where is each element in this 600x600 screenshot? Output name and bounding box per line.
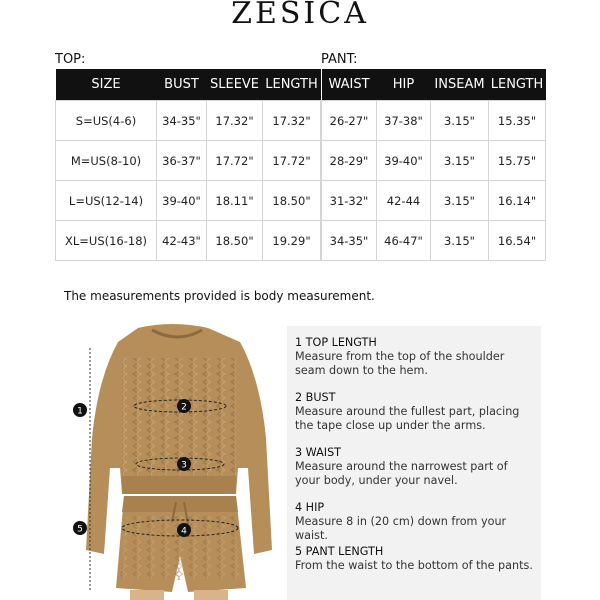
table-cell: 16.14" bbox=[489, 181, 546, 221]
table-cell: 16.54" bbox=[489, 221, 546, 261]
garment-illustration bbox=[60, 318, 285, 600]
column-header: LENGTH bbox=[489, 69, 546, 101]
table-cell: 3.15" bbox=[431, 221, 489, 261]
table-cell: 42-43" bbox=[157, 221, 207, 261]
pant-size-table bbox=[321, 69, 546, 261]
table-cell: 34-35" bbox=[322, 221, 377, 261]
column-header: SLEEVE bbox=[207, 69, 263, 101]
measurement-title: 4 HIP bbox=[295, 501, 325, 514]
column-header: SIZE bbox=[56, 69, 157, 101]
measurement-title: 3 WAIST bbox=[295, 446, 342, 459]
column-header: HIP bbox=[377, 69, 431, 101]
measurement-text: Measure around the narrowest part of bbox=[295, 460, 508, 473]
measurement-text: your body, under your navel. bbox=[295, 474, 458, 487]
table-cell: 3.15" bbox=[431, 181, 489, 221]
table-cell: 31-32" bbox=[322, 181, 377, 221]
measurement-text: From the waist to the bottom of the pants. bbox=[295, 559, 533, 572]
table-cell: 19.29" bbox=[263, 221, 321, 261]
table-cell: 26-27" bbox=[322, 101, 377, 141]
table-cell: 39-40" bbox=[157, 181, 207, 221]
table-cell: 42-44 bbox=[377, 181, 431, 221]
table-cell: 17.72" bbox=[207, 141, 263, 181]
table-cell: 18.50" bbox=[263, 181, 321, 221]
table-cell: 3.15" bbox=[431, 141, 489, 181]
measurement-text: Measure around the fullest part, placing bbox=[295, 405, 520, 418]
table-row bbox=[56, 101, 321, 141]
table-cell: 34-35" bbox=[157, 101, 207, 141]
table-cell: 36-37" bbox=[157, 141, 207, 181]
top-size-table bbox=[55, 69, 321, 261]
table-cell: 17.32" bbox=[263, 101, 321, 141]
table-row bbox=[56, 141, 321, 181]
measurement-item-pant-length bbox=[295, 545, 533, 573]
column-header: LENGTH bbox=[263, 69, 321, 101]
table-cell: 46-47" bbox=[377, 221, 431, 261]
table-row bbox=[322, 181, 546, 221]
table-cell: 39-40" bbox=[377, 141, 431, 181]
table-cell: XL=US(16-18) bbox=[56, 221, 157, 261]
table-cell: 18.50" bbox=[207, 221, 263, 261]
measurement-text: the tape close up under the arms. bbox=[295, 419, 486, 432]
table-cell: 18.11" bbox=[207, 181, 263, 221]
measurement-item-bust bbox=[295, 391, 519, 433]
table-cell: 37-38" bbox=[377, 101, 431, 141]
marker-label-2: 2 bbox=[181, 402, 187, 413]
table-cell: S=US(4-6) bbox=[56, 101, 157, 141]
column-header: BUST bbox=[157, 69, 207, 101]
table-row bbox=[56, 221, 321, 261]
measurement-text: Measure 8 in (20 cm) down from your waist. bbox=[295, 515, 507, 542]
measurement-item-top-length bbox=[295, 336, 504, 378]
table-cell: 15.75" bbox=[489, 141, 546, 181]
table-cell: L=US(12-14) bbox=[56, 181, 157, 221]
table-row bbox=[56, 181, 321, 221]
column-header: INSEAM bbox=[431, 69, 489, 101]
measurement-title: 1 TOP LENGTH bbox=[295, 336, 377, 349]
body-measurement-note: The measurements provided is body measurement. bbox=[64, 289, 375, 303]
marker-label-5: 5 bbox=[77, 524, 83, 535]
measurement-text: seam down to the hem. bbox=[295, 364, 428, 377]
table-cell: 3.15" bbox=[431, 101, 489, 141]
table-row bbox=[322, 101, 546, 141]
measurement-title: 2 BUST bbox=[295, 391, 336, 404]
measurement-title: 5 PANT LENGTH bbox=[295, 545, 384, 558]
pant-table-label: PANT: bbox=[321, 52, 358, 67]
marker-label-4: 4 bbox=[181, 526, 187, 537]
table-cell: 17.32" bbox=[207, 101, 263, 141]
table-row bbox=[322, 221, 546, 261]
measurement-item-waist bbox=[295, 446, 508, 488]
table-cell: 28-29" bbox=[322, 141, 377, 181]
marker-label-1: 1 bbox=[77, 406, 83, 417]
marker-label-3: 3 bbox=[181, 460, 187, 471]
table-row bbox=[322, 141, 546, 181]
table-cell: 15.35" bbox=[489, 101, 546, 141]
table-cell: 17.72" bbox=[263, 141, 321, 181]
top-table-label: TOP: bbox=[55, 52, 86, 67]
column-header: WAIST bbox=[322, 69, 377, 101]
table-cell: M=US(8-10) bbox=[56, 141, 157, 181]
measurement-item-hip bbox=[295, 501, 541, 543]
measurement-text: Measure from the top of the shoulder bbox=[295, 350, 505, 363]
measurement-guide-panel bbox=[287, 326, 541, 600]
brand-logo: ZESICA bbox=[231, 0, 369, 31]
